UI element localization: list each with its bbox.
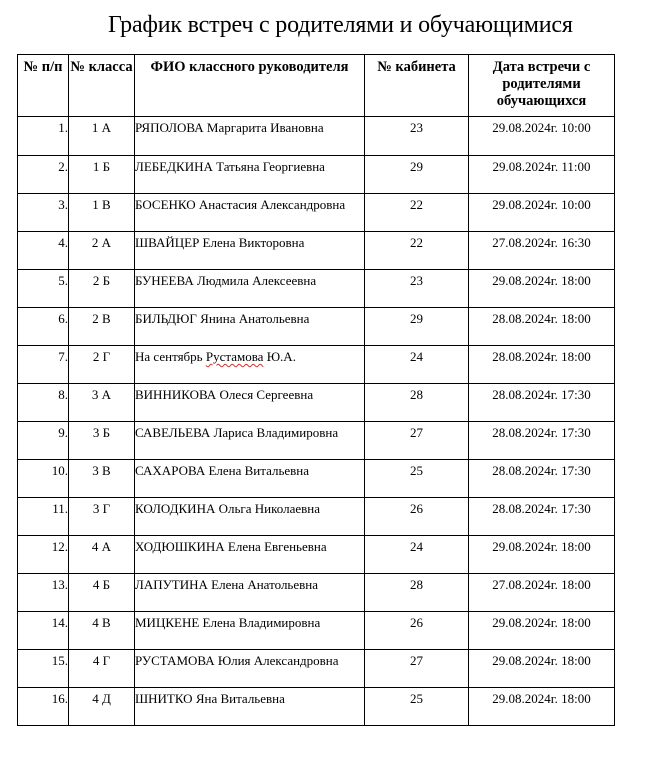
date-cell: 28.08.2024г. 17:30: [469, 422, 615, 460]
table-row: [18, 194, 615, 232]
row-number: 5.: [18, 270, 69, 308]
table-row: [18, 156, 615, 194]
teacher-cell: ЛАПУТИНА Елена Анатольевна: [135, 574, 365, 612]
teacher-cell: [135, 346, 365, 384]
teacher-cell: САВЕЛЬЕВА Лариса Владимировна: [135, 422, 365, 460]
room-cell: 29: [365, 308, 469, 346]
teacher-cell: ВИННИКОВА Олеся Сергеевна: [135, 384, 365, 422]
room-cell: 25: [365, 688, 469, 726]
row-number: 10.: [18, 460, 69, 498]
table-row: [18, 422, 615, 460]
row-number: 7.: [18, 346, 69, 384]
date-cell: 29.08.2024г. 18:00: [469, 270, 615, 308]
class-cell: 2 А: [69, 232, 135, 270]
room-cell: 22: [365, 232, 469, 270]
room-cell: 28: [365, 574, 469, 612]
teacher-cell: БУНЕЕВА Людмила Алексеевна: [135, 270, 365, 308]
table-row: [18, 346, 615, 384]
table-row: [18, 232, 615, 270]
class-cell: 3 В: [69, 460, 135, 498]
date-cell: 28.08.2024г. 17:30: [469, 460, 615, 498]
date-cell: 29.08.2024г. 18:00: [469, 688, 615, 726]
header-num: № п/п: [18, 55, 69, 117]
table-row: [18, 536, 615, 574]
table-row: [18, 612, 615, 650]
room-cell: 26: [365, 498, 469, 536]
class-cell: 3 А: [69, 384, 135, 422]
table-row: [18, 270, 615, 308]
class-cell: 2 Г: [69, 346, 135, 384]
class-cell: 3 Г: [69, 498, 135, 536]
room-cell: 23: [365, 117, 469, 156]
teacher-cell: БИЛЬДЮГ Янина Анатольевна: [135, 308, 365, 346]
class-cell: 3 Б: [69, 422, 135, 460]
room-cell: 23: [365, 270, 469, 308]
row-number: 15.: [18, 650, 69, 688]
room-cell: 24: [365, 536, 469, 574]
header-date: Дата встречи с родителями обучающихся: [469, 55, 615, 117]
row-number: 9.: [18, 422, 69, 460]
date-cell: 28.08.2024г. 17:30: [469, 384, 615, 422]
date-cell: 29.08.2024г. 18:00: [469, 650, 615, 688]
date-cell: 29.08.2024г. 11:00: [469, 156, 615, 194]
schedule-table: [17, 54, 615, 726]
room-cell: 25: [365, 460, 469, 498]
teacher-cell: САХАРОВА Елена Витальевна: [135, 460, 365, 498]
teacher-note-prefix: На сентябрь: [135, 349, 206, 364]
row-number: 6.: [18, 308, 69, 346]
room-cell: 28: [365, 384, 469, 422]
row-number: 8.: [18, 384, 69, 422]
class-cell: 1 А: [69, 117, 135, 156]
row-number: 1.: [18, 117, 69, 156]
row-number: 16.: [18, 688, 69, 726]
class-cell: 4 Г: [69, 650, 135, 688]
teacher-cell: ЛЕБЕДКИНА Татьяна Георгиевна: [135, 156, 365, 194]
table-row: [18, 688, 615, 726]
table-header-row: [18, 55, 615, 117]
date-cell: 29.08.2024г. 10:00: [469, 117, 615, 156]
table-row: [18, 650, 615, 688]
row-number: 2.: [18, 156, 69, 194]
header-teacher: ФИО классного руководителя: [135, 55, 365, 117]
date-cell: 29.08.2024г. 18:00: [469, 536, 615, 574]
table-row: [18, 574, 615, 612]
teacher-cell: ШВАЙЦЕР Елена Викторовна: [135, 232, 365, 270]
teacher-cell: РУСТАМОВА Юлия Александровна: [135, 650, 365, 688]
teacher-cell: ШНИТКО Яна Витальевна: [135, 688, 365, 726]
teacher-cell: РЯПОЛОВА Маргарита Ивановна: [135, 117, 365, 156]
room-cell: 22: [365, 194, 469, 232]
date-cell: 29.08.2024г. 10:00: [469, 194, 615, 232]
room-cell: 27: [365, 422, 469, 460]
room-cell: 24: [365, 346, 469, 384]
class-cell: 4 Б: [69, 574, 135, 612]
row-number: 12.: [18, 536, 69, 574]
teacher-cell: КОЛОДКИНА Ольга Николаевна: [135, 498, 365, 536]
row-number: 14.: [18, 612, 69, 650]
teacher-cell: ХОДЮШКИНА Елена Евгеньевна: [135, 536, 365, 574]
header-room: № кабинета: [365, 55, 469, 117]
table-row: [18, 460, 615, 498]
room-cell: 27: [365, 650, 469, 688]
date-cell: 29.08.2024г. 18:00: [469, 612, 615, 650]
class-cell: 4 Д: [69, 688, 135, 726]
date-cell: 27.08.2024г. 18:00: [469, 574, 615, 612]
date-cell: 28.08.2024г. 18:00: [469, 308, 615, 346]
class-cell: 2 В: [69, 308, 135, 346]
date-cell: 28.08.2024г. 17:30: [469, 498, 615, 536]
row-number: 4.: [18, 232, 69, 270]
date-cell: 28.08.2024г. 18:00: [469, 346, 615, 384]
class-cell: 4 В: [69, 612, 135, 650]
class-cell: 2 Б: [69, 270, 135, 308]
teacher-cell: БОСЕНКО Анастасия Александровна: [135, 194, 365, 232]
row-number: 13.: [18, 574, 69, 612]
teacher-cell: МИЦКЕНЕ Елена Владимировна: [135, 612, 365, 650]
row-number: 11.: [18, 498, 69, 536]
class-cell: 1 Б: [69, 156, 135, 194]
table-row: [18, 117, 615, 156]
teacher-note-surname: Рустамова: [205, 349, 264, 364]
row-number: 3.: [18, 194, 69, 232]
page-title: График встреч с родителями и обучающимися: [108, 12, 573, 38]
table-row: [18, 308, 615, 346]
class-cell: 4 А: [69, 536, 135, 574]
header-class: № класса: [69, 55, 135, 117]
teacher-note-initials: Ю.А.: [263, 349, 296, 364]
date-cell: 27.08.2024г. 16:30: [469, 232, 615, 270]
class-cell: 1 В: [69, 194, 135, 232]
table-row: [18, 498, 615, 536]
room-cell: 29: [365, 156, 469, 194]
table-row: [18, 384, 615, 422]
room-cell: 26: [365, 612, 469, 650]
